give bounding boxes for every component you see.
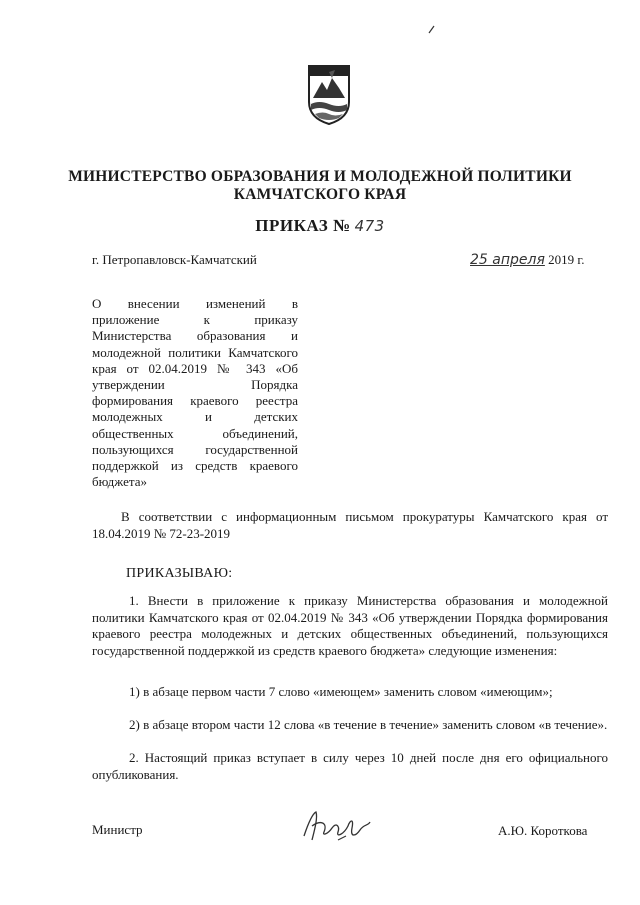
signer-role: Министр (92, 822, 143, 837)
order-number-handwritten: 473 (354, 217, 385, 235)
order-date (470, 252, 585, 268)
handwritten-signature (298, 806, 378, 846)
order-title (0, 216, 640, 236)
date-year: 2019 г. (548, 252, 585, 267)
ministry-name-line-2: КАМЧАТСКОГО КРАЯ (233, 186, 407, 203)
date-handwritten: 25 апреля (470, 252, 545, 268)
order-item-2: 2. Настоящий приказ вступает в силу через 10 дней после дня его официального опубликования. (92, 750, 608, 782)
order-label: ПРИКАЗ № (255, 216, 351, 235)
city: г. Петропавловск-Камчатский (92, 252, 257, 267)
kamchatka-coat-of-arms-icon (305, 64, 353, 126)
legal-basis: В соответствии с информационным письмом прокуратуры Камчатского края от 18.04.2019 № 72-23-2019 (92, 509, 608, 541)
order-subitem-1: 1) в абзаце первом части 7 слово «имеющем» заменить словом «имеющим»; (129, 684, 553, 699)
order-item-1: 1. Внести в приложение к приказу Министерства образования и молодежной политики Камчатского края от 02.04.2019 № 343 «Об утверждении Порядка формирования краевого реестра молодежных и детских общественных объединений, пользующихся государственной поддержкой из средств краевого бюджета» следующие изменения: (92, 593, 608, 658)
order-directive: ПРИКАЗЫВАЮ: (126, 566, 233, 581)
order-subject: О внесении изменений в приложение к приказу Министерства образования и молодежной политики Камчатского края от 02.04.2019 № 343 «Об утверждении Порядка формирования краевого реестра молодежных и детских общественных объединений, пользующихся государственной поддержкой из средств краевого бюджета» (92, 296, 298, 490)
signer-name: А.Ю. Короткова (498, 823, 588, 838)
pen-mark (428, 24, 436, 34)
ministry-name-line-1: МИНИСТЕРСТВО ОБРАЗОВАНИЯ И МОЛОДЕЖНОЙ ПОЛИТИКИ (68, 168, 572, 185)
order-subitem-2: 2) в абзаце втором части 12 слова «в течение в течение» заменить словом «в течение». (129, 717, 608, 732)
